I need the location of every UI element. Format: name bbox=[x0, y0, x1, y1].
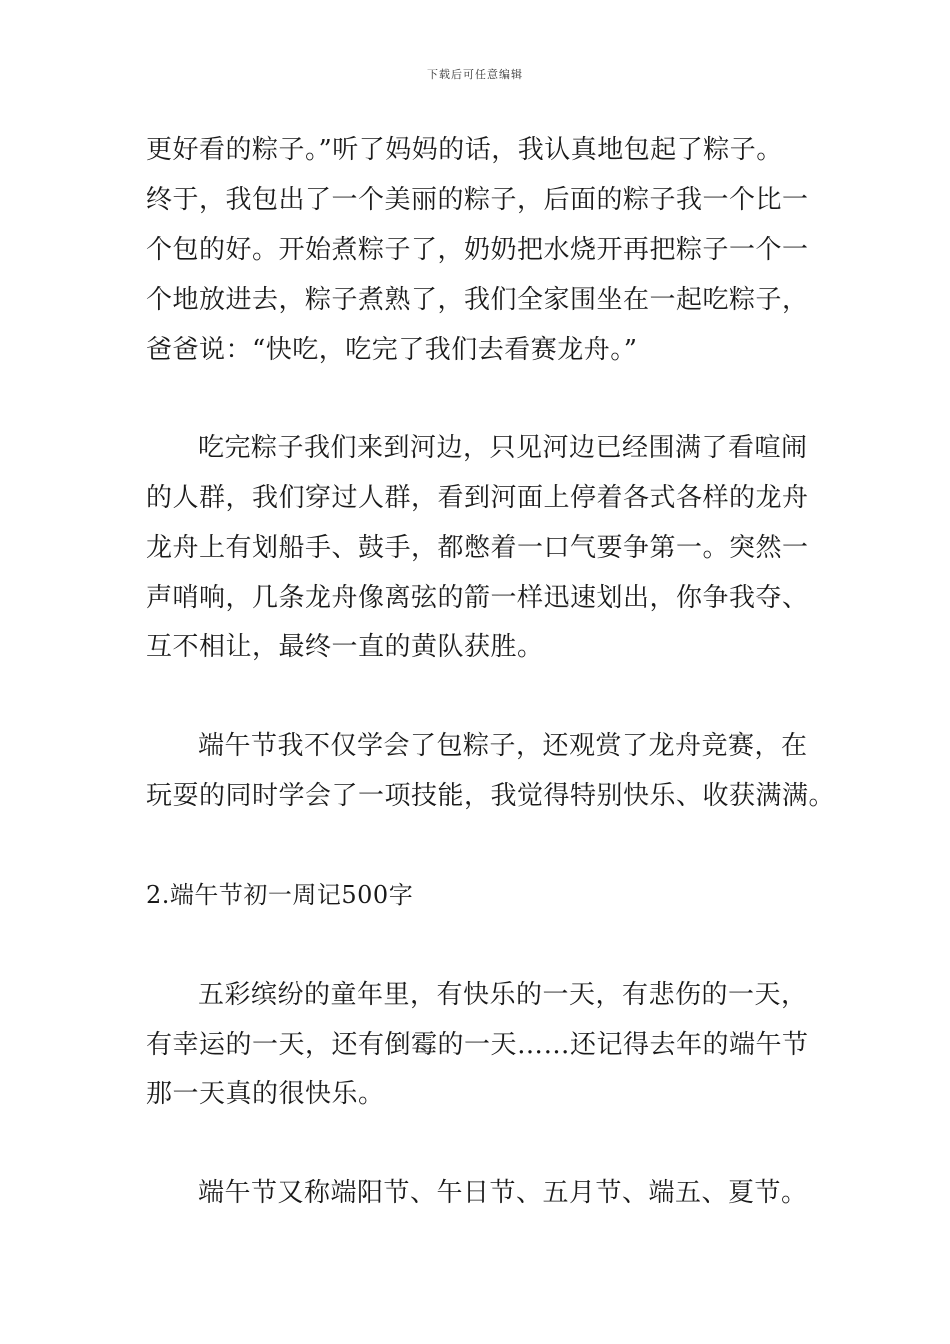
section-heading: 2.端午节初一周记500字 bbox=[146, 881, 414, 909]
paragraph-line: 爸爸说：“快吃，吃完了我们去看赛龙舟。” bbox=[146, 335, 638, 365]
paragraph-line: 个包的好。开始煮粽子了，奶奶把水烧开再把粽子一个一 bbox=[146, 235, 809, 265]
paragraph-line: 的人群，我们穿过人群，看到河面上停着各式各样的龙舟 bbox=[146, 483, 809, 513]
paragraph-line: 龙舟上有划船手、鼓手，都憋着一口气要争第一。突然一 bbox=[146, 533, 809, 563]
paragraph-line: 个地放进去，粽子煮熟了，我们全家围坐在一起吃粽子， bbox=[146, 285, 809, 315]
page-header: 下载后可任意编辑 bbox=[427, 68, 523, 81]
paragraph-line: 终于，我包出了一个美丽的粽子，后面的粽子我一个比一 bbox=[146, 185, 809, 215]
paragraph-line: 互不相让，最终一直的黄队获胜。 bbox=[146, 632, 544, 662]
paragraph-line: 更好看的粽子。”听了妈妈的话，我认真地包起了粽子。 bbox=[146, 135, 783, 165]
paragraph-line: 玩耍的同时学会了一项技能，我觉得特别快乐、收获满满。 bbox=[146, 781, 836, 811]
paragraph-line: 吃完粽子我们来到河边，只见河边已经围满了看喧闹 bbox=[198, 433, 808, 463]
paragraph-line: 那一天真的很快乐。 bbox=[146, 1079, 385, 1109]
paragraph-line: 端午节又称端阳节、午日节、五月节、端五、夏节。 bbox=[198, 1178, 808, 1208]
paragraph-line: 端午节我不仅学会了包粽子，还观赏了龙舟竞赛，在 bbox=[198, 731, 808, 761]
paragraph-line: 有幸运的一天，还有倒霉的一天……还记得去年的端午节 bbox=[146, 1030, 809, 1060]
paragraph-line: 五彩缤纷的童年里，有快乐的一天，有悲伤的一天， bbox=[198, 980, 808, 1010]
paragraph-line: 声哨响，几条龙舟像离弦的箭一样迅速划出，你争我夺、 bbox=[146, 583, 809, 613]
